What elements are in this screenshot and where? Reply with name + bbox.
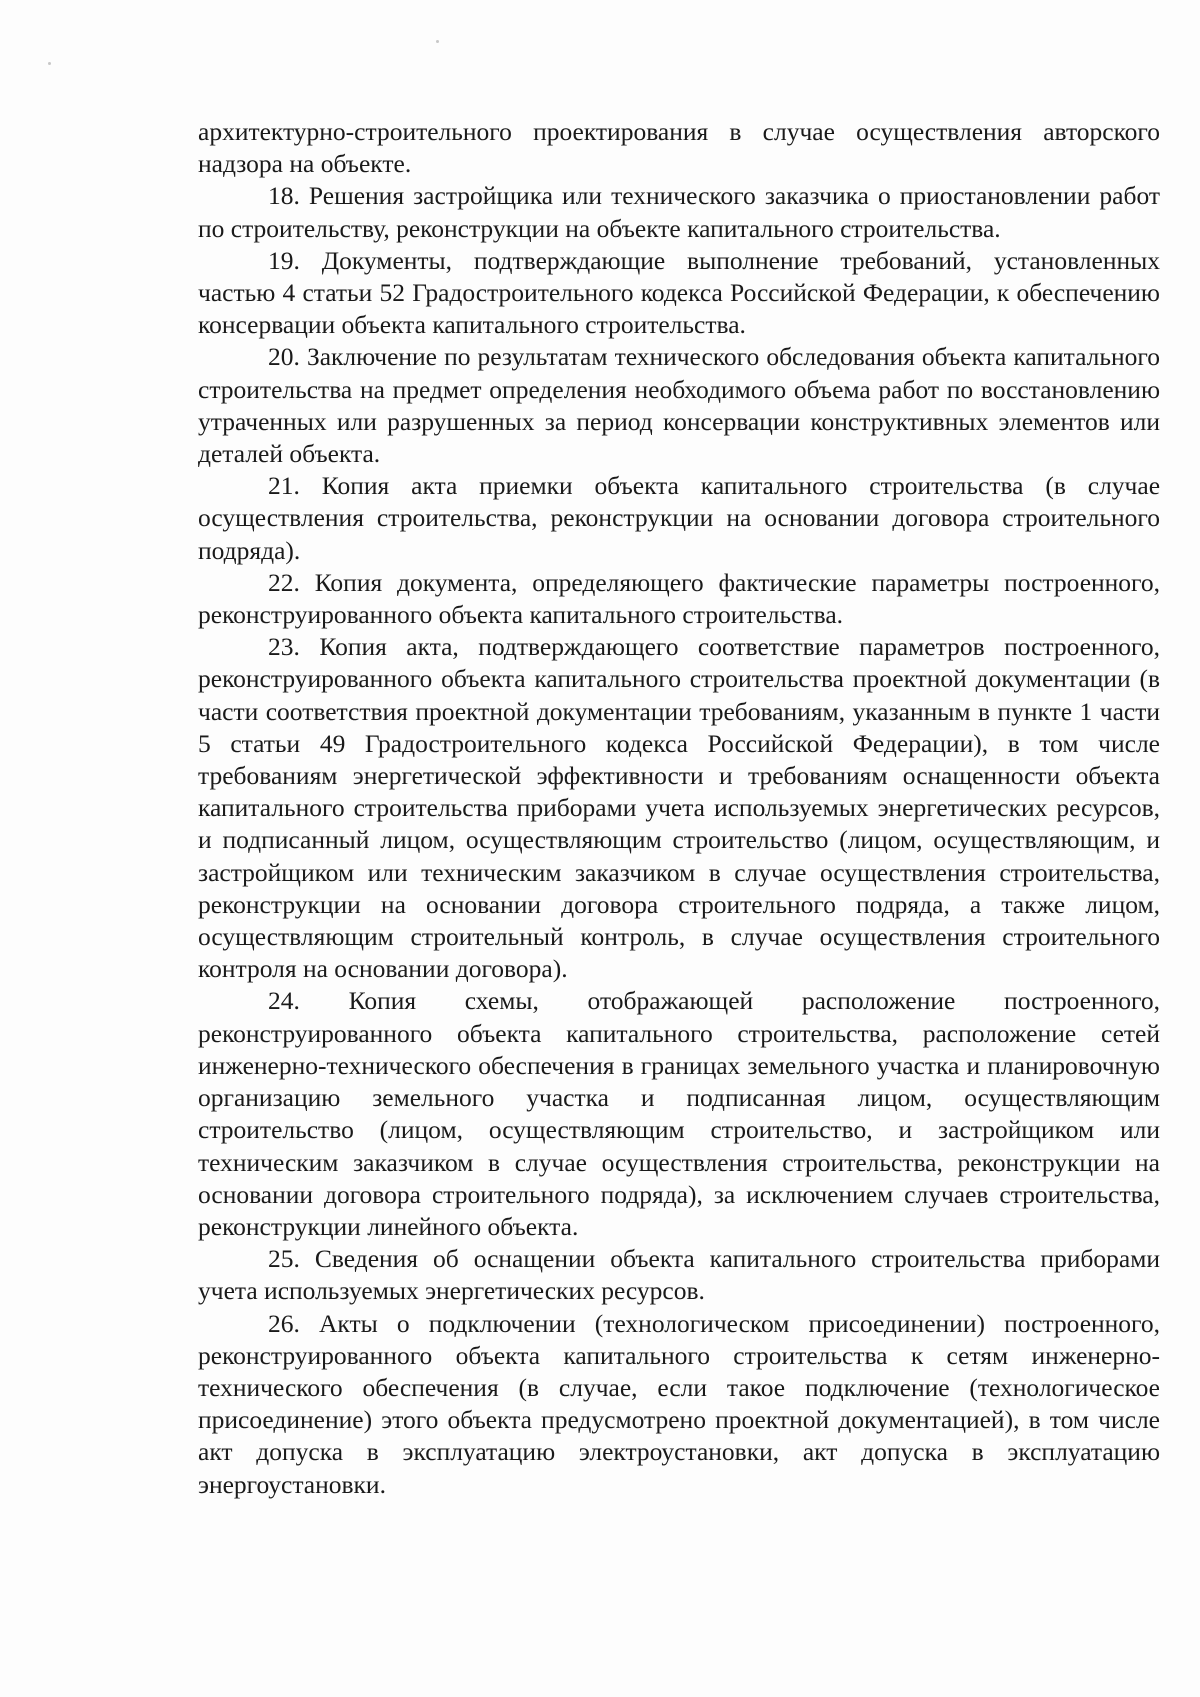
item-number: 21. bbox=[268, 471, 300, 501]
item-text: Копия схемы, отображающей расположение построенного, реконструированного объекта капитального строительства, расположение сетей инженерно-технического обеспечения в границах земельного участка и планировочную организацию земельного участка и подписанная лицом, осуществляющим строительство (лицом, осуществляющим строительство, и застройщиком или техническим заказчиком в случае осуществления строительства, реконструкции на основании договора строительного подряда), за исключением случаев строительства, реконструкции линейного объекта. bbox=[198, 986, 1160, 1241]
item-text: Решения застройщика или технического заказчика о приостановлении работ по строительству, реконструкции на объекте капитального строительства. bbox=[198, 181, 1160, 243]
list-item-18 bbox=[198, 180, 1160, 244]
list-item-26 bbox=[198, 1308, 1160, 1501]
list-item-23 bbox=[198, 631, 1160, 985]
list-item-20 bbox=[198, 341, 1160, 470]
item-number: 23. bbox=[268, 632, 300, 662]
item-text: Заключение по результатам технического обследования объекта капитального строительства на предмет определения необходимого объема работ по восстановлению утраченных или разрушенных за период консервации конструктивных элементов или деталей объекта. bbox=[198, 342, 1161, 469]
list-item-19 bbox=[198, 245, 1160, 342]
item-text: Документы, подтверждающие выполнение требований, установленных частью 4 статьи 52 Градостроительного кодекса Российской Федерации, к обеспечению консервации объекта капитального строительства. bbox=[198, 245, 1160, 340]
item-number: 22. bbox=[268, 567, 300, 597]
scan-speck bbox=[436, 40, 439, 43]
item-text: Копия документа, определяющего фактические параметры построенного, реконструированного объекта капитального строительства. bbox=[198, 567, 1160, 630]
item-number: 26. bbox=[268, 1308, 300, 1338]
item-number: 19. bbox=[268, 245, 300, 275]
item-text: Сведения об оснащении объекта капитального строительства приборами учета используемых энергетических ресурсов. bbox=[198, 1244, 1160, 1306]
item-text: Копия акта, подтверждающего соответствие параметров построенного, реконструированного объекта капитального строительства проектной документации (в части соответствия проектной документации требованиям, указанным в пункте 1 части 5 статьи 49 Градостроительного кодекса Российской Федерации), в том числе требованиям энергетической эффективности и требованиям оснащенности объекта капитального строительства приборами учета используемых энергетических ресурсов, и подписанный лицом, осуществляющим строительство (лицом, осуществляющим, и застройщиком или техническим заказчиком в случае осуществления строительства, реконструкции на основании договора строительного подряда, а также лицом, осуществляющим строительный контроль, в случае осуществления строительного контроля на основании договора). bbox=[198, 632, 1160, 984]
list-item-22 bbox=[198, 567, 1160, 631]
continuation-paragraph: архитектурно-строительного проектирования в случае осуществления авторского надзора на объекте. bbox=[198, 117, 1160, 179]
item-text: Акты о подключении (технологическом присоединении) построенного, реконструированного объекта капитального строительства к сетям инженерно-технического обеспечения (в случае, если такое подключение (технологическое присоединение) этого объекта предусмотрено проектной документацией), в том числе акт допуска в эксплуатацию электроустановки, акт допуска в эксплуатацию энергоустановки. bbox=[198, 1308, 1161, 1499]
scan-speck bbox=[48, 62, 51, 65]
item-text: Копия акта приемки объекта капитального строительства (в случае осуществления строительства, реконструкции на основании договора строительного подряда). bbox=[198, 471, 1161, 565]
item-number: 20. bbox=[268, 342, 300, 372]
list-item-24 bbox=[198, 985, 1160, 1243]
item-number: 25. bbox=[268, 1244, 300, 1274]
list-item-21 bbox=[198, 470, 1160, 567]
item-number: 18. bbox=[268, 181, 300, 211]
document-body bbox=[198, 116, 1160, 1501]
item-number: 24. bbox=[268, 986, 300, 1016]
list-item-25 bbox=[198, 1243, 1160, 1307]
